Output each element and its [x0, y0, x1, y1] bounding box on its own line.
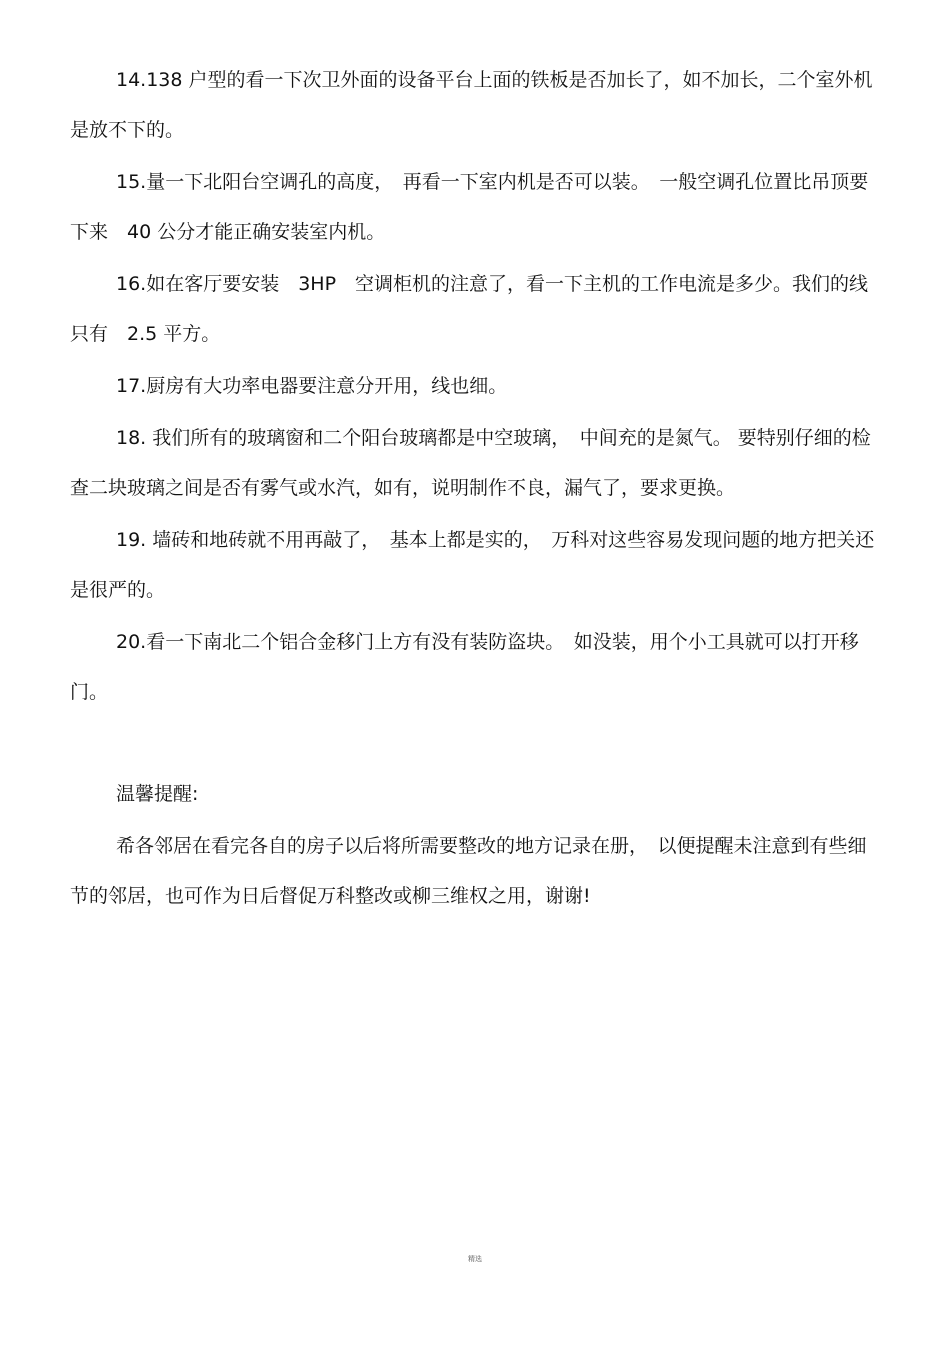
- item-18-paragraph: 18. 我们所有的玻璃窗和二个阳台玻璃都是中空玻璃， 中间充的是氮气。 要特别仔细的检查二块玻璃之间是否有雾气或水汽，如有，说明制作不良，漏气了，要求更换。: [70, 427, 871, 499]
- reminder-heading: 温馨提醒:: [116, 783, 199, 805]
- document-body: [70, 55, 875, 923]
- item-20-paragraph: 20.看一下南北二个铝合金移门上方有没有装防盗块。 如没装，用个小工具就可以打开移门。: [70, 631, 859, 703]
- item-17-paragraph: 17.厨房有大功率电器要注意分开用，线也细。: [116, 375, 508, 397]
- item-19-paragraph: 19. 墙砖和地砖就不用再敲了， 基本上都是实的， 万科对这些容易发现问题的地方把关还是很严的。: [70, 529, 875, 601]
- reminder-paragraph: 希各邻居在看完各自的房子以后将所需要整改的地方记录在册， 以便提醒未注意到有些细节的邻居，也可作为日后督促万科整改或柳三维权之用，谢谢!: [70, 835, 867, 907]
- item-16-paragraph: 16.如在客厅要安装 3HP 空调柜机的注意了，看一下主机的工作电流是多少。我们的线只有 2.5 平方。: [70, 273, 869, 345]
- item-14-paragraph: 14.138 户型的看一下次卫外面的设备平台上面的铁板是否加长了，如不加长，二个室外机是放不下的。: [70, 69, 873, 141]
- item-15-paragraph: 15.量一下北阳台空调孔的高度， 再看一下室内机是否可以装。 一般空调孔位置比吊顶要下来 40 公分才能正确安装室内机。: [70, 171, 869, 243]
- page-footer-label: 精选: [468, 1255, 482, 1263]
